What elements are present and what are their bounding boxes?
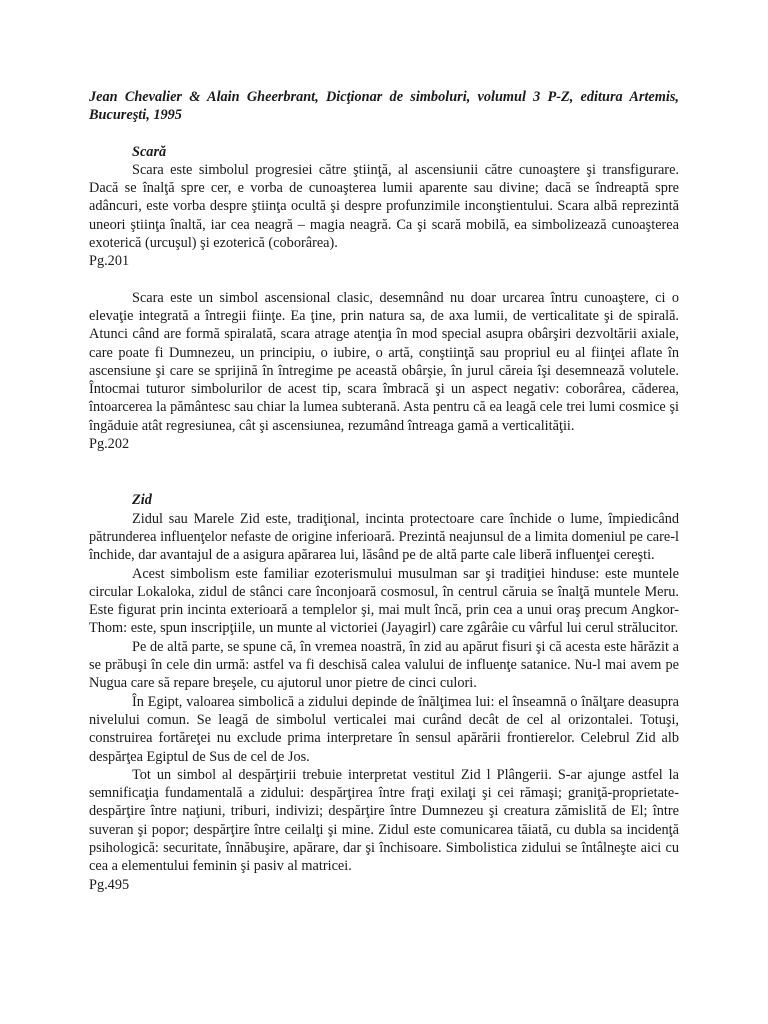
document-header: Jean Chevalier & Alain Gheerbrant, Dicţionar de simboluri, volumul 3 P-Z, editura Artemis, Bucureşti, 1995 xyxy=(89,89,679,124)
page-reference-201: Pg.201 xyxy=(89,253,130,270)
zid-paragraph-1: Zidul sau Marele Zid este, tradiţional, incinta protectoare care închide o lume, împiedicând pătrunderea influenţelor nefaste de origine inferioară. Prezintă neajunsul de a limita domeniul pe care-l închide, dar avantajul de a asigura apărarea lui, lăsând pe de altă parte cale liberă influenţei cereşti. xyxy=(89,510,679,564)
scara-paragraph-1: Scara este simbolul progresiei către ştiinţă, al ascensiunii către cunoaştere şi transfigurare. Dacă se înalţă spre cer, e vorba de cunoaşterea lumii aparente sau divine; dacă se îndreaptă spre adâncuri, este vorba despre ştiinţa ocultă şi despre profunzimile inconştientului. Scara albă reprezintă uneori ştiinţa înaltă, iar cea neagră – magia neagră. Ca şi scară mobilă, ea simbolizează cunoaşterea exoterică (urcuşul) şi ezoterică (coborârea). xyxy=(89,161,679,252)
section-title-zid: Zid xyxy=(132,492,152,509)
zid-paragraph-3: Pe de altă parte, se spune că, în vremea noastră, în zid au apărut fisuri şi că acesta este hărăzit a se prăbuşi în cele din urmă: astfel va fi deschisă calea valului de influenţe satanice. Nu-l mai avem pe Nugua care să repare breşele, cu ajutorul unor pietre de cinci culori. xyxy=(89,638,679,692)
zid-paragraph-4: În Egipt, valoarea simbolică a zidului depinde de înălţimea lui: el înseamnă o înălţare deasupra nivelului comun. Se leagă de simbolul verticalei mai curând decât de cel al orizontalei. Totuşi, construirea fortăreţei nu exclude prima interpretare în sensul apărării frontierelor. Celebrul Zid alb despărţea Egiptul de Sus de cel de Jos. xyxy=(89,693,679,765)
page-reference-495: Pg.495 xyxy=(89,876,130,893)
section-zid xyxy=(89,491,679,894)
zid-paragraph-5: Tot un simbol al despărţirii trebuie interpretat vestitul Zid l Plângerii. S-ar ajunge astfel la semnificaţia fundamentală a zidului: despărţirea între fraţi exilaţi şi cei rămaşi; graniţă-proprietate-despărţire între naţiuni, triburi, indivizi; despărţire între Dumnezeu şi creatura zămislită de El; între suveran şi popor; despărţire între ceilalţi şi mine. Zidul este comunicarea tăiată, cu dubla sa incidenţă psihologică: securitate, înnăbuşire, apărare, dar şi închisoare. Simbolistica zidului se întâlneşte aici cu cea a elementului feminin şi pasiv al matricei. xyxy=(89,766,679,875)
document-page xyxy=(89,88,679,894)
section-scara xyxy=(89,143,679,454)
page-reference-202: Pg.202 xyxy=(89,436,130,453)
scara-paragraph-2: Scara este un simbol ascensional clasic, desemnând nu doar urcarea întru cunoaştere, ci o elevaţie integrată a întregii fiinţe. Ea ţine, prin natura sa, de axa lumii, de verticalitate şi de spirală. Atunci când are formă spiralată, scara atrage atenţia în mod special asupra obârşiri dezvoltării axiale, care poate fi Dumnezeu, un principiu, o iubire, o artă, conştiinţă sau propriul eu al fiinţei aflate în ascensiune şi care se sprijină în întregime pe această obârşie, în jurul căreia îşi desemnează volutele. Întocmai tuturor simbolurilor de acest tip, scara îmbracă şi un aspect negativ: coborârea, căderea, întoarcerea la pământesc sau chiar la lumea subterană. Asta pentru că ea leagă cele trei lumi cosmice şi îngăduie atât regresiunea, cât şi ascensiunea, rezumând întreaga gamă a verticalităţii. xyxy=(89,289,679,434)
zid-paragraph-2: Acest simbolism este familiar ezoterismului musulman sar şi tradiţiei hinduse: este muntele circular Lokaloka, zidul de stânci care înconjoară cosmosul, în centrul căruia se înalţă muntele Meru. Este figurat prin incinta exterioară a templelor şi, mai mult încă, prin cea a unui oraş precum Angkor-Thom: este, spun inscripţiile, un munte al victoriei (Jayagirl) care zgârâie cu vârful lui cerul strălucitor. xyxy=(89,565,679,637)
section-title-scara: Scară xyxy=(132,143,167,160)
